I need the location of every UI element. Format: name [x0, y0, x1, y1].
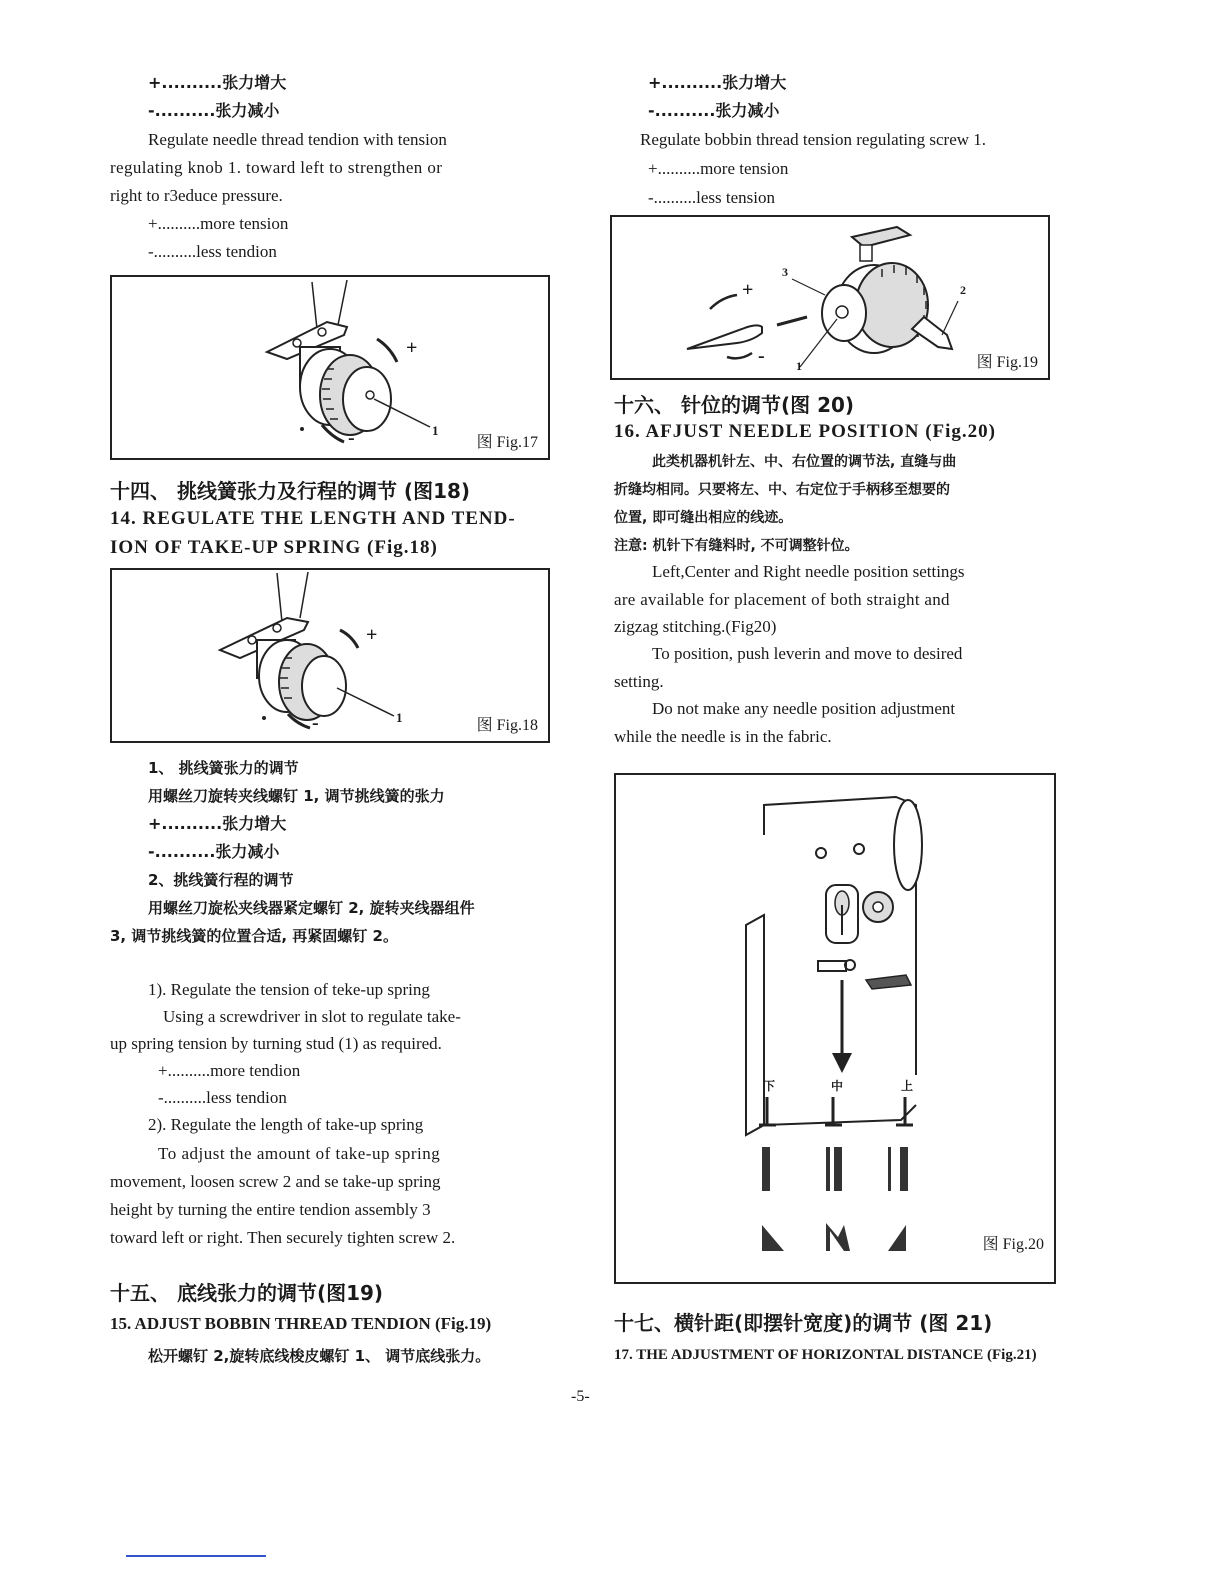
section-16-en-body-3a: Do not make any needle position adjustment: [652, 699, 956, 718]
section-16-title-en: 16. AFJUST NEEDLE POSITION (Fig.20): [614, 421, 996, 442]
tension-increase-cn: +..........张力增大: [148, 73, 287, 92]
figure-20: [614, 773, 1056, 1284]
fig19-minus: -: [758, 345, 765, 367]
bobbin-more-tension: +..........more tension: [648, 159, 789, 178]
fig19-label-3: 3: [782, 265, 788, 279]
fig19-label-1: 1: [796, 359, 802, 373]
section-15-title-en: 15. ADJUST BOBBIN THREAD TENDION (Fig.19): [110, 1314, 492, 1333]
page-number: -5-: [571, 1388, 590, 1405]
fig20-position-high: 上: [901, 1079, 914, 1093]
fig18-minus: -: [312, 712, 319, 734]
fig19-caption: 图 Fig.19: [976, 354, 1038, 371]
needle-para-line-3: right to r3educe pressure.: [110, 186, 283, 205]
r-tension-increase-cn: +..........张力增大: [648, 73, 787, 92]
en-item-1-title: 1). Regulate the tension of teke-up spring: [148, 980, 430, 999]
en-item-2-title: 2). Regulate the length of take-up spring: [148, 1115, 424, 1134]
section-14-title-en-2: ION OF TAKE-UP SPRING (Fig.18): [110, 537, 438, 558]
bobbin-para: Regulate bobbin thread tension regulating screw 1.: [640, 130, 987, 149]
section-16-cn-body-2: 折缝均相同。只要将左、中、右定位于手柄移至想要的: [614, 482, 950, 498]
en-item-2-body-2: movement, loosen screw 2 and se take-up spring: [110, 1172, 441, 1191]
en-item-1-body-1: Using a screwdriver in slot to regulate take-: [163, 1007, 461, 1026]
cn-item-2-title: 2、挑线簧行程的调节: [148, 871, 294, 889]
en-item-2-body-3: height by turning the entire tendion assembly 3: [110, 1200, 431, 1219]
needle-para-line-1: Regulate needle thread tendion with tension: [148, 130, 447, 149]
cn-item-2-body-1: 用螺丝刀旋松夹线器紧定螺钉 2, 旋转夹线器组件: [148, 899, 475, 917]
section-16-cn-body-1: 此类机器机针左、中、右位置的调节法, 直缝与曲: [652, 454, 957, 470]
section-16-en-body-1a: Left,Center and Right needle position settings: [652, 562, 965, 581]
section-16-en-body-3b: while the needle is in the fabric.: [614, 727, 832, 746]
section-14-title-en-1: 14. REGULATE THE LENGTH AND TEND-: [110, 508, 516, 529]
figure-18: [110, 568, 550, 743]
section-16-title-cn: 十六、 针位的调节(图 20): [614, 393, 855, 417]
en-item-1-more: +..........more tendion: [158, 1061, 301, 1080]
section-17-title-cn: 十七、横针距(即摆针宽度)的调节 (图 21): [614, 1311, 993, 1335]
needle-more-tension: +..........more tension: [148, 214, 289, 233]
section-16-note-cn: 注意: 机针下有缝料时, 不可调整针位。: [614, 538, 859, 554]
footer-rule: [126, 1555, 266, 1557]
section-16-cn-body-3: 位置, 即可缝出相应的线迹。: [614, 510, 793, 526]
fig20-caption: 图 Fig.20: [982, 1236, 1044, 1253]
section-15-body-cn: 松开螺钉 2,旋转底线梭皮螺钉 1、 调节底线张力。: [148, 1347, 491, 1365]
section-16-en-body-2a: To position, push leverin and move to desired: [652, 644, 963, 663]
cn-item-1-minus: -..........张力减小: [148, 842, 280, 861]
fig20-position-mid: 中: [831, 1079, 844, 1093]
fig17-label-1: 1: [432, 423, 439, 438]
needle-less-tension: -..........less tendion: [148, 242, 277, 261]
en-item-1-less: -..........less tendion: [158, 1088, 287, 1107]
needle-position-illustration: [616, 775, 1054, 1282]
fig18-label-1: 1: [396, 710, 403, 725]
fig19-plus: +: [742, 279, 754, 301]
tension-decrease-cn: -..........张力减小: [148, 101, 280, 120]
fig17-minus: -: [348, 427, 355, 449]
bobbin-less-tension: -..........less tension: [648, 188, 776, 207]
en-item-1-body-2: up spring tension by turning stud (1) as required.: [110, 1034, 442, 1053]
figure-17: [110, 275, 550, 460]
cn-item-2-body-2: 3, 调节挑线簧的位置合适, 再紧固螺钉 2。: [110, 927, 398, 945]
section-15-title-cn: 十五、 底线张力的调节(图19): [110, 1281, 384, 1305]
fig17-caption: 图 Fig.17: [476, 434, 538, 451]
section-14-title-cn: 十四、 挑线簧张力及行程的调节 (图18): [110, 479, 471, 503]
fig19-label-2: 2: [960, 283, 966, 297]
section-17-title-en: 17. THE ADJUSTMENT OF HORIZONTAL DISTANCE (Fig.21): [614, 1347, 1037, 1363]
cn-item-1-body: 用螺丝刀旋转夹线螺钉 1, 调节挑线簧的张力: [148, 787, 445, 805]
figure-19: [610, 215, 1050, 380]
section-16-en-body-1c: zigzag stitching.(Fig20): [614, 617, 777, 636]
fig18-plus: +: [366, 624, 378, 646]
en-item-2-body-1: To adjust the amount of take-up spring: [158, 1144, 441, 1163]
fig18-caption: 图 Fig.18: [476, 717, 538, 734]
cn-item-1-title: 1、 挑线簧张力的调节: [148, 759, 299, 777]
fig20-position-low: 下: [763, 1079, 776, 1093]
section-16-en-body-1b: are available for placement of both straight and: [614, 590, 950, 609]
needle-para-line-2: regulating knob 1. toward left to strengthen or: [110, 158, 443, 177]
r-tension-decrease-cn: -..........张力减小: [648, 101, 780, 120]
fig17-plus: +: [406, 337, 418, 359]
cn-item-1-plus: +..........张力增大: [148, 814, 287, 833]
en-item-2-body-4: toward left or right. Then securely tighten screw 2.: [110, 1228, 456, 1247]
section-16-en-body-2b: setting.: [614, 672, 664, 691]
